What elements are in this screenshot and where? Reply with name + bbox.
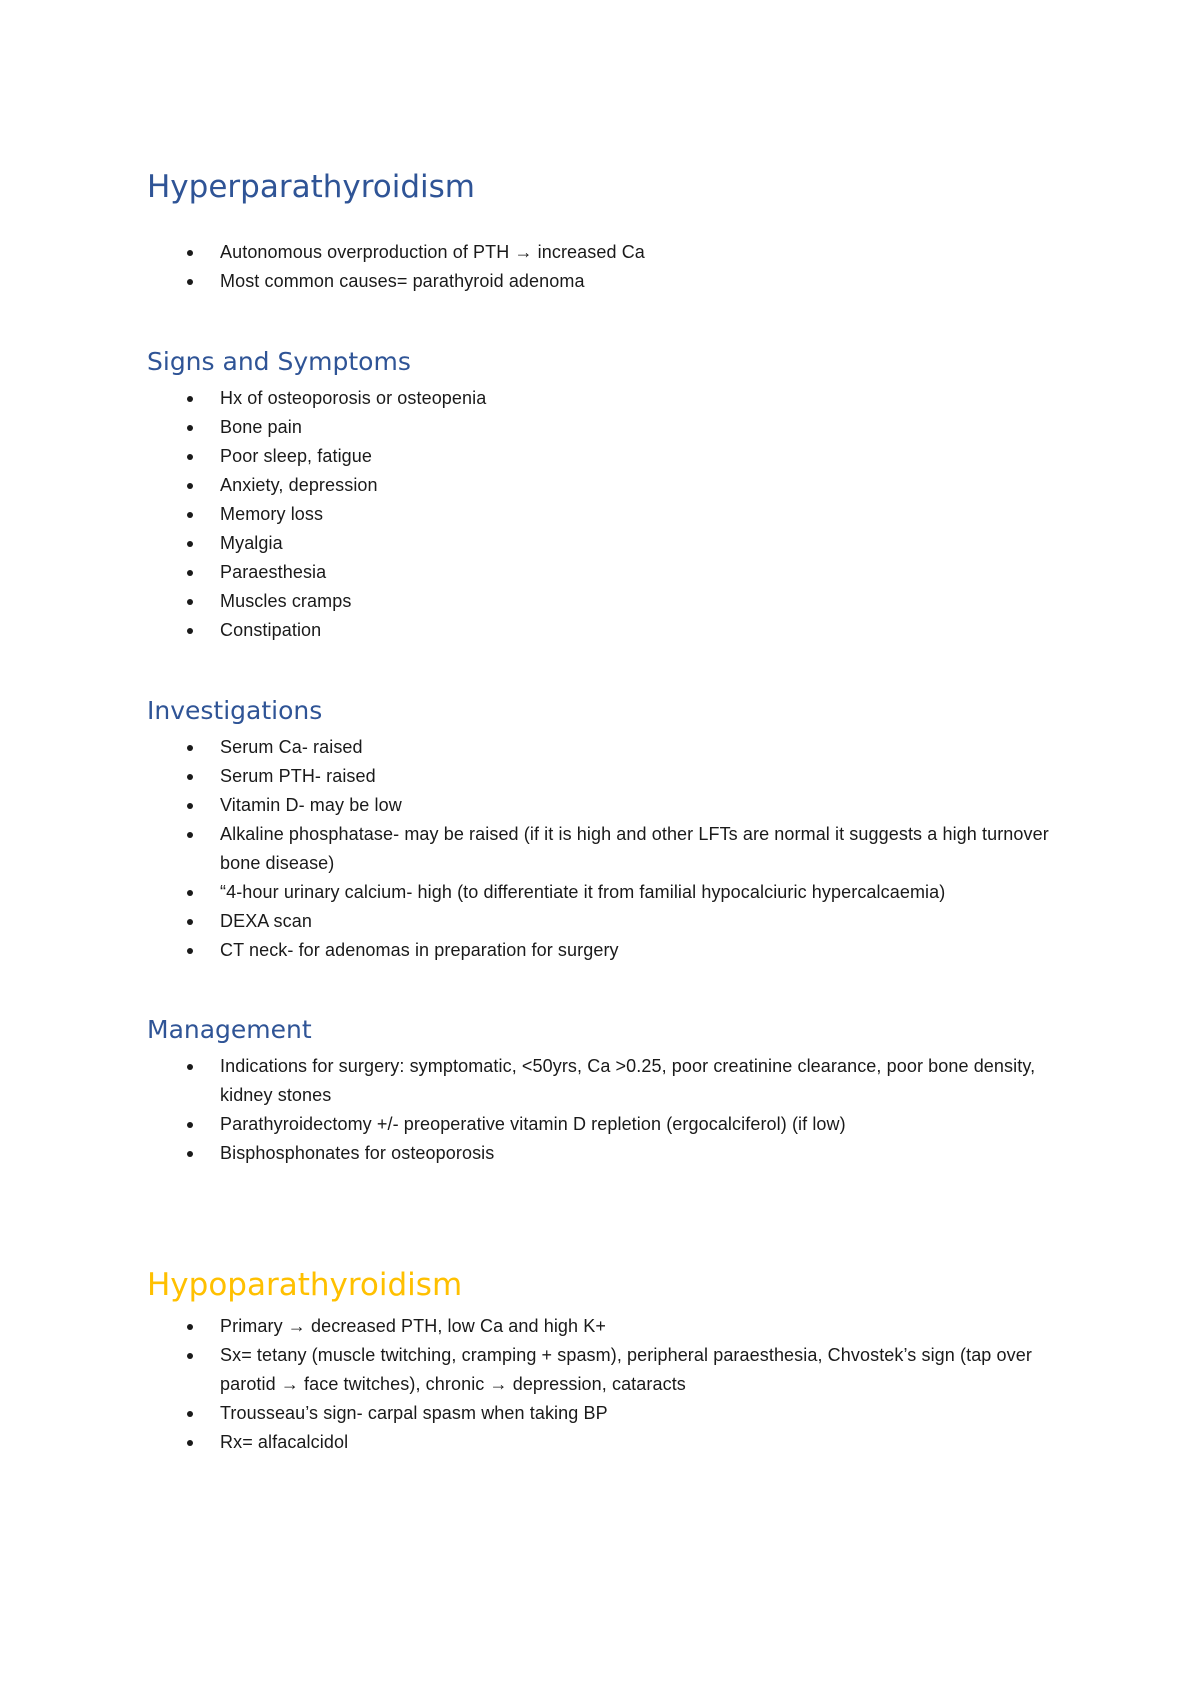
list-item: Anxiety, depression — [147, 471, 1087, 500]
bullet-icon — [187, 425, 193, 431]
list-item: Muscles cramps — [147, 587, 1087, 616]
management-list — [147, 1052, 1087, 1168]
hyper-intro-list — [147, 238, 1087, 296]
list-item: Poor sleep, fatigue — [147, 442, 1087, 471]
bullet-icon — [187, 483, 193, 489]
hypo-list — [147, 1312, 1087, 1457]
bullet-icon — [187, 1064, 193, 1070]
investigations-block — [147, 733, 1087, 965]
signs-list — [147, 384, 1087, 645]
list-item: Bisphosphonates for osteoporosis — [147, 1139, 1087, 1168]
bullet-icon — [187, 454, 193, 460]
signs-heading: Signs and Symptoms — [147, 347, 411, 376]
list-item: Serum PTH- raised — [147, 762, 1087, 791]
bullet-icon — [187, 803, 193, 809]
bullet-icon — [187, 1122, 193, 1128]
hyper-intro-block — [147, 238, 1087, 296]
bullet-icon — [187, 1324, 193, 1330]
list-item: Trousseau’s sign- carpal spasm when taking BP — [147, 1399, 1087, 1428]
hyper-title-block — [147, 170, 1087, 204]
bullet-icon — [187, 279, 193, 285]
bullet-icon — [187, 599, 193, 605]
bullet-icon — [187, 396, 193, 402]
list-item: “4-hour urinary calcium- high (to differentiate it from familial hypocalciuric hypercalcaemia) — [147, 878, 1087, 907]
management-heading-block — [147, 1016, 1087, 1044]
hyper-title: Hyperparathyroidism — [147, 169, 475, 205]
list-item: Parathyroidectomy +/- preoperative vitamin D repletion (ergocalciferol) (if low) — [147, 1110, 1087, 1139]
list-item: Primary → decreased PTH, low Ca and high K+ — [147, 1312, 1087, 1341]
list-item: Autonomous overproduction of PTH → increased Ca — [147, 238, 1087, 267]
list-item: Memory loss — [147, 500, 1087, 529]
list-item: CT neck- for adenomas in preparation for surgery — [147, 936, 1087, 965]
management-block — [147, 1052, 1087, 1168]
bullet-icon — [187, 628, 193, 634]
hypo-title-block — [147, 1268, 1087, 1302]
investigations-heading-block — [147, 697, 1087, 725]
bullet-icon — [187, 1411, 193, 1417]
list-item: Alkaline phosphatase- may be raised (if it is high and other LFTs are normal it suggests a high turnover bone disease) — [147, 820, 1087, 878]
investigations-heading: Investigations — [147, 696, 323, 725]
list-item: DEXA scan — [147, 907, 1087, 936]
list-item: Constipation — [147, 616, 1087, 645]
list-item: Most common causes= parathyroid adenoma — [147, 267, 1087, 296]
investigations-list — [147, 733, 1087, 965]
list-item: Paraesthesia — [147, 558, 1087, 587]
bullet-icon — [187, 919, 193, 925]
list-item: Myalgia — [147, 529, 1087, 558]
bullet-icon — [187, 745, 193, 751]
bullet-icon — [187, 1353, 193, 1359]
bullet-icon — [187, 948, 193, 954]
bullet-icon — [187, 250, 193, 256]
bullet-icon — [187, 570, 193, 576]
list-item: Rx= alfacalcidol — [147, 1428, 1087, 1457]
hypo-block — [147, 1312, 1087, 1457]
list-item: Sx= tetany (muscle twitching, cramping + spasm), peripheral paraesthesia, Chvostek’s sign (tap over parotid → face twitches), chronic → depression, cataracts — [147, 1341, 1087, 1399]
signs-block — [147, 384, 1087, 645]
bullet-icon — [187, 541, 193, 547]
list-item: Vitamin D- may be low — [147, 791, 1087, 820]
bullet-icon — [187, 890, 193, 896]
signs-heading-block — [147, 348, 1087, 376]
list-item: Hx of osteoporosis or osteopenia — [147, 384, 1087, 413]
bullet-icon — [187, 512, 193, 518]
list-item: Bone pain — [147, 413, 1087, 442]
list-item: Indications for surgery: symptomatic, <50yrs, Ca >0.25, poor creatinine clearance, poor bone density, kidney stones — [147, 1052, 1087, 1110]
bullet-icon — [187, 1440, 193, 1446]
list-item: Serum Ca- raised — [147, 733, 1087, 762]
management-heading: Management — [147, 1015, 312, 1044]
hypo-title: Hypoparathyroidism — [147, 1267, 463, 1303]
bullet-icon — [187, 832, 193, 838]
bullet-icon — [187, 774, 193, 780]
bullet-icon — [187, 1151, 193, 1157]
